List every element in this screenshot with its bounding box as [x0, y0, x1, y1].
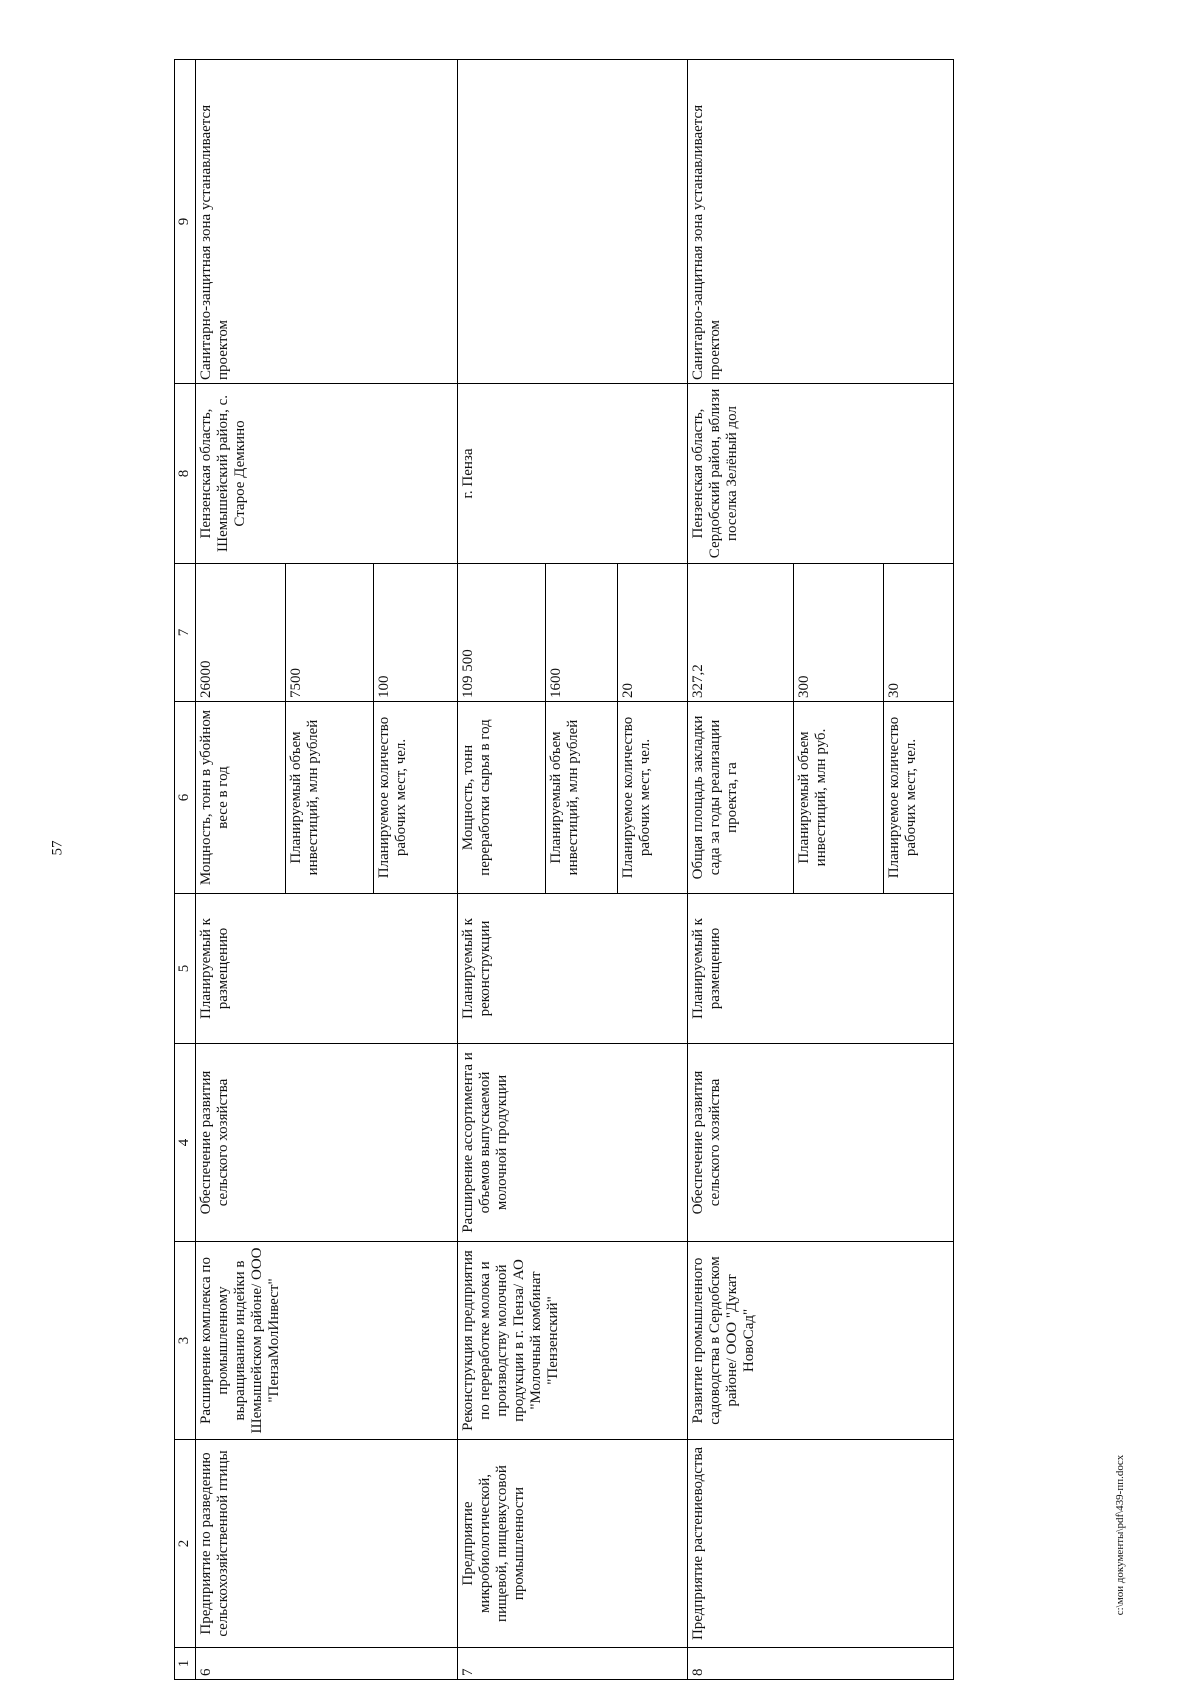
table-row	[688, 60, 794, 1680]
facility-status: Планируемый к реконструкции	[458, 894, 688, 1044]
param-label: Планируемый объем инвестиций, млн рублей	[286, 702, 374, 894]
facility-name: Реконструкция предприятия по переработке молока и производству молочной продукции в г. Пенза/ АО "Молочный комбинат "Пензенский"	[458, 1242, 688, 1440]
param-label: Мощность, тонн переработки сырья в год	[458, 702, 546, 894]
param-label: Планируемое количество рабочих мест, чел.	[374, 702, 458, 894]
sanitary-zone: Санитарно-защитная зона устанавливается проектом	[196, 60, 458, 384]
facility-purpose: Обеспечение развития сельского хозяйства	[688, 1044, 954, 1242]
facility-location: Пензенская область, Шемышейский район, с. Старое Демкино	[196, 384, 458, 564]
param-value: 300	[794, 564, 884, 702]
header-cell: 7	[175, 564, 196, 702]
param-value: 26000	[196, 564, 286, 702]
facility-location: г. Пенза	[458, 384, 688, 564]
facility-type: Предприятие по разведению сельскохозяйственной птицы	[196, 1440, 458, 1648]
sanitary-zone: Санитарно-защитная зона устанавливается проектом	[688, 60, 954, 384]
row-number: 6	[196, 1648, 458, 1680]
sanitary-zone	[458, 60, 688, 384]
param-label: Общая площадь закладки сада за годы реализации проекта, га	[688, 702, 794, 894]
row-number: 8	[688, 1648, 954, 1680]
table-row	[196, 60, 286, 1680]
param-value: 100	[374, 564, 458, 702]
param-value: 30	[884, 564, 954, 702]
param-label: Планируемый объем инвестиций, млн рублей	[546, 702, 618, 894]
facility-type: Предприятие микробиологической, пищевой, пищевкусовой промышленности	[458, 1440, 688, 1648]
param-label: Мощность, тонн в убойном весе в год	[196, 702, 286, 894]
table-row	[458, 60, 546, 1680]
facility-purpose: Расширение ассортимента и объемов выпускаемой молочной продукции	[458, 1044, 688, 1242]
page-number: 57	[49, 840, 66, 856]
header-cell: 1	[175, 1648, 196, 1680]
param-value: 327,2	[688, 564, 794, 702]
param-label: Планируемое количество рабочих мест, чел.	[618, 702, 688, 894]
facility-type: Предприятие растениеводства	[688, 1440, 954, 1648]
facility-name: Расширение комплекса по промышленному выращиванию индейки в Шемышейском районе/ ООО "ПензаМолИнвест"	[196, 1242, 458, 1440]
header-cell: 3	[175, 1242, 196, 1440]
header-cell: 4	[175, 1044, 196, 1242]
facility-status: Планируемый к размещению	[196, 894, 458, 1044]
facility-purpose: Обеспечение развития сельского хозяйства	[196, 1044, 458, 1242]
param-label: Планируемый объем инвестиций, млн руб.	[794, 702, 884, 894]
rotated-table-wrapper	[174, 60, 995, 1680]
header-cell: 9	[175, 60, 196, 384]
header-row	[175, 60, 196, 1680]
row-number: 7	[458, 1648, 688, 1680]
facilities-table	[174, 59, 954, 1680]
header-cell: 8	[175, 384, 196, 564]
facility-status: Планируемый к размещению	[688, 894, 954, 1044]
header-cell: 2	[175, 1440, 196, 1648]
param-value: 7500	[286, 564, 374, 702]
param-label: Планируемое количество рабочих мест, чел.	[884, 702, 954, 894]
facility-name: Развитие промышленного садоводства в Сердобском районе/ ООО "Дукат НовоСад"	[688, 1242, 954, 1440]
param-value: 1600	[546, 564, 618, 702]
footer-file-path: c:\мои документы\pdf\439-пп.docx	[1114, 1454, 1126, 1616]
header-cell: 6	[175, 702, 196, 894]
param-value: 20	[618, 564, 688, 702]
param-value: 109 500	[458, 564, 546, 702]
header-cell: 5	[175, 894, 196, 1044]
facility-location: Пензенская область, Сердобский район, вблизи поселка Зелёный дол	[688, 384, 954, 564]
